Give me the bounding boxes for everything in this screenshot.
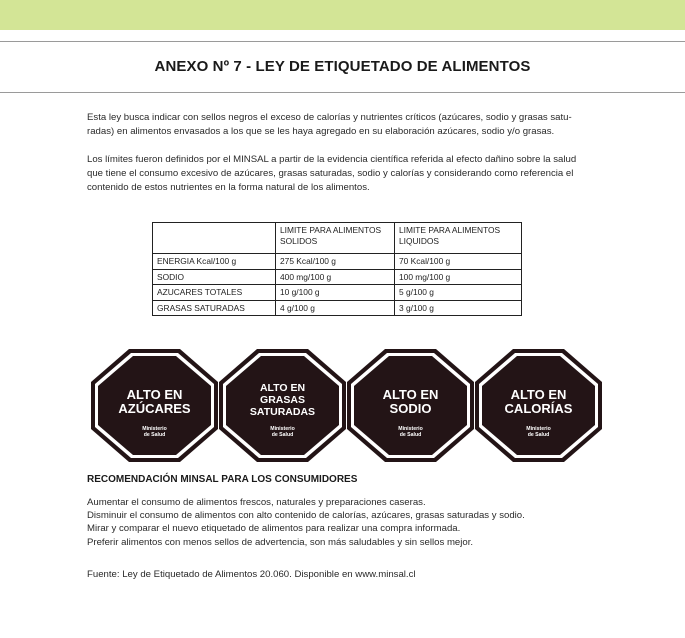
ministry-label: Ministerio de Salud bbox=[270, 426, 295, 438]
title-divider-bottom bbox=[0, 92, 685, 93]
seal-alto-en-calorias bbox=[474, 348, 603, 463]
intro-paragraph: Esta ley busca indicar con sellos negros el exceso de calorías y nutrientes críticos (azúcares, sodio y grasas satu- radas) en alimentos envasados a los que se les haya agregado en su elaboración azúcares, sodio y/o grasas. bbox=[87, 112, 572, 137]
ministry-label: Ministerio de Salud bbox=[142, 426, 167, 438]
table-cell: SODIO bbox=[153, 269, 276, 285]
recommendations-list bbox=[87, 496, 525, 549]
ministry-label: Ministerio de Salud bbox=[398, 426, 423, 438]
table-header-cell bbox=[153, 223, 276, 254]
top-accent-band bbox=[0, 0, 685, 30]
seal-alto-en-grasas-saturadas bbox=[218, 348, 347, 463]
seal-alto-en-sodio bbox=[346, 348, 475, 463]
list-item: Disminuir el consumo de alimentos con alto contenido de calorías, azúcares, grasas saturadas y sodio. bbox=[87, 510, 525, 522]
table-cell: ENERGIA Kcal/100 g bbox=[153, 254, 276, 270]
ministry-label: Ministerio de Salud bbox=[526, 426, 551, 438]
limits-paragraph: Los límites fueron definidos por el MINSAL a partir de la evidencia científica referida al efecto dañino sobre la salud que tiene el consumo excesivo de azúcares, grasas saturadas, sodio y calorías y considerando como referencia el contenido de estos nutrientes en la forma natural de los alimentos. bbox=[87, 154, 577, 193]
list-item: Aumentar el consumo de alimentos frescos, naturales y preparaciones caseras. bbox=[87, 497, 426, 508]
page-title: ANEXO Nº 7 - LEY DE ETIQUETADO DE ALIMENTOS bbox=[154, 58, 531, 75]
table-cell: 100 mg/100 g bbox=[395, 269, 522, 285]
table-cell: 4 g/100 g bbox=[276, 300, 395, 316]
table-row bbox=[153, 254, 522, 270]
table-row bbox=[153, 300, 522, 316]
table-cell: GRASAS SATURADAS bbox=[153, 300, 276, 316]
table-cell: 3 g/100 g bbox=[395, 300, 522, 316]
source-note: Fuente: Ley de Etiquetado de Alimentos 20.060. Disponible en www.minsal.cl bbox=[87, 569, 416, 580]
table-header-cell: LIMITE PARA ALIMENTOS LIQUIDOS bbox=[395, 223, 522, 254]
table-cell: 400 mg/100 g bbox=[276, 269, 395, 285]
list-item: Mirar y comparar el nuevo etiquetado de alimentos para realizar una compra informada. bbox=[87, 523, 461, 535]
table-cell: 5 g/100 g bbox=[395, 285, 522, 301]
title-divider-top bbox=[0, 41, 685, 42]
list-item: Preferir alimentos con menos sellos de advertencia, son más saludables y sin sellos mejor. bbox=[87, 536, 474, 548]
table-cell: 70 Kcal/100 g bbox=[395, 254, 522, 270]
table-cell: 10 g/100 g bbox=[276, 285, 395, 301]
nutrient-limits-table bbox=[152, 222, 522, 316]
seal-alto-en-azucares bbox=[90, 348, 219, 463]
recommendations-heading: RECOMENDACIÓN MINSAL PARA LOS CONSUMIDORES bbox=[87, 474, 358, 485]
table-row bbox=[153, 269, 522, 285]
seal-label: ALTO EN CALORÍAS bbox=[504, 387, 573, 416]
seal-label: ALTO EN AZÚCARES bbox=[118, 387, 191, 416]
table-cell: AZUCARES TOTALES bbox=[153, 285, 276, 301]
seal-label: ALTO EN SODIO bbox=[382, 387, 439, 416]
table-header-cell: LIMITE PARA ALIMENTOS SOLIDOS bbox=[276, 223, 395, 254]
seal-label: ALTO EN GRASAS SATURADAS bbox=[249, 382, 316, 418]
table-header-row bbox=[153, 223, 522, 254]
table-row bbox=[153, 285, 522, 301]
table-cell: 275 Kcal/100 g bbox=[276, 254, 395, 270]
